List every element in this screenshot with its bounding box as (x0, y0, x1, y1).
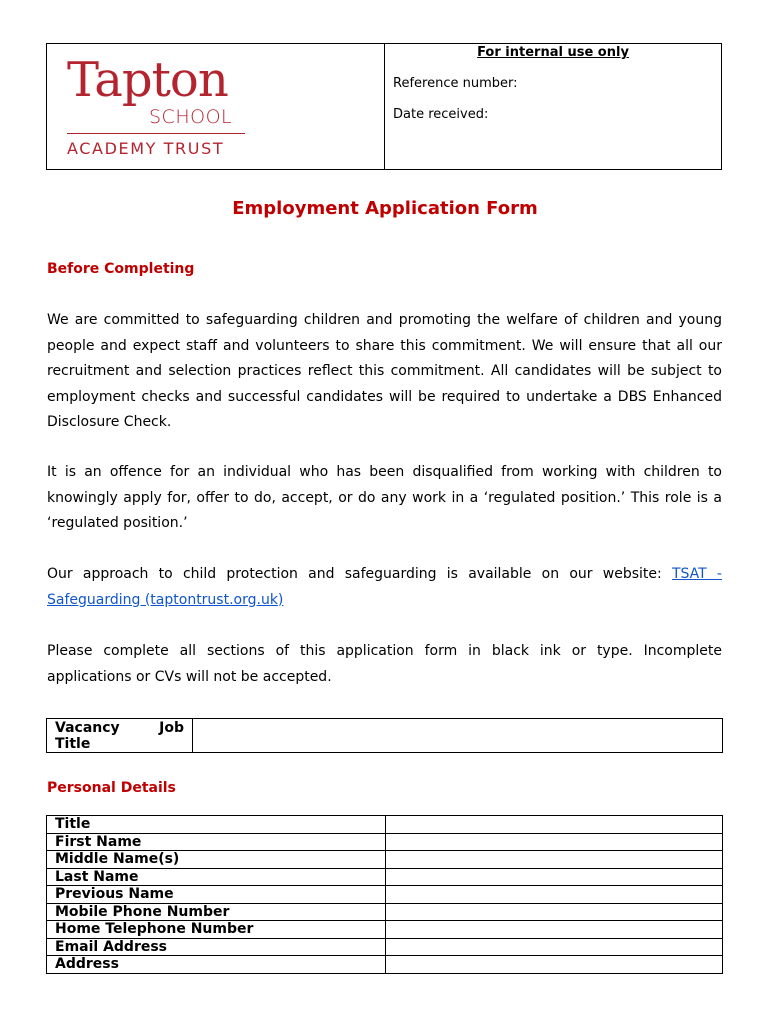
field-value[interactable] (386, 816, 723, 834)
before-completing-heading: Before Completing (47, 261, 195, 277)
internal-use-title: For internal use only (477, 45, 629, 60)
website-paragraph-text: Our approach to child protection and safeguarding is available on our website: (47, 566, 672, 582)
field-value[interactable] (386, 851, 723, 869)
table-row (47, 886, 723, 904)
logo-divider (67, 133, 245, 134)
safeguarding-paragraph: We are committed to safeguarding children and promoting the welfare of children and young people and expect staff and volunteers to share this commitment. We will ensure that all our recruitment and selection practices reflect this commitment. All candidates will be subject to employment checks and successful candidates will be required to undertake a DBS Enhanced Disclosure Check. (47, 312, 722, 430)
table-row (47, 938, 723, 956)
field-label: Title (47, 816, 386, 834)
vacancy-label-line2: Title (55, 736, 91, 752)
field-label: Email Address (47, 938, 386, 956)
header-box (46, 43, 722, 170)
table-row (47, 903, 723, 921)
safeguarding-link[interactable]: TSAT - Safeguarding (taptontrust.org.uk) (47, 566, 722, 608)
table-row (47, 956, 723, 974)
field-value[interactable] (386, 903, 723, 921)
offence-paragraph: It is an offence for an individual who has been disqualified from working with children to knowingly apply for, offer to do, accept, or do any work in a ‘regulated position.’ This role is a ‘regulated position.’ (47, 464, 722, 531)
internal-use-box (385, 44, 721, 169)
vacancy-label (47, 719, 193, 752)
table-row (47, 833, 723, 851)
vacancy-table (46, 718, 723, 753)
reference-number-label: Reference number: (393, 76, 518, 91)
field-label: Previous Name (47, 886, 386, 904)
logo-trust: ACADEMY TRUST (67, 139, 225, 158)
field-value[interactable] (386, 886, 723, 904)
table-row (47, 921, 723, 939)
logo-school: SCHOOL (149, 106, 233, 128)
page-title: Employment Application Form (232, 198, 538, 219)
field-label: Home Telephone Number (47, 921, 386, 939)
vacancy-job-title-field[interactable] (193, 719, 722, 752)
field-value[interactable] (386, 921, 723, 939)
field-label: First Name (47, 833, 386, 851)
field-label: Address (47, 956, 386, 974)
field-value[interactable] (386, 868, 723, 886)
website-paragraph (47, 562, 722, 613)
field-label: Last Name (47, 868, 386, 886)
field-value[interactable] (386, 833, 723, 851)
table-row (47, 816, 723, 834)
field-value[interactable] (386, 956, 723, 974)
logo (47, 44, 385, 169)
field-label: Mobile Phone Number (47, 903, 386, 921)
personal-details-table (46, 815, 723, 974)
instructions-paragraph: Please complete all sections of this application form in black ink or type. Incomplete applications or CVs will not be accepted. (47, 643, 722, 685)
table-row (47, 851, 723, 869)
vacancy-label-line1: Vacancy Job (55, 720, 184, 736)
field-value[interactable] (386, 938, 723, 956)
date-received-label: Date received: (393, 107, 489, 122)
table-row (47, 868, 723, 886)
field-label: Middle Name(s) (47, 851, 386, 869)
logo-name: Tapton (67, 52, 228, 108)
personal-details-heading: Personal Details (47, 780, 176, 796)
